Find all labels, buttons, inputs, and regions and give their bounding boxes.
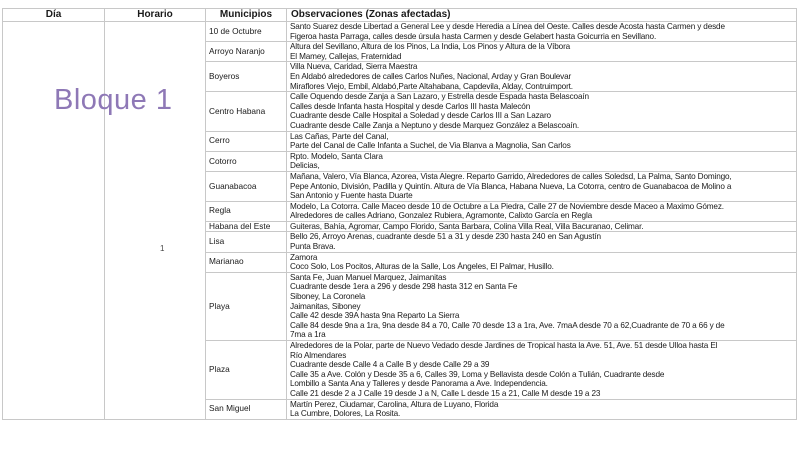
observacion-line: Calle Oquendo desde Zanja a San Lazaro, y Estrella desde Espada hasta Belascoaín xyxy=(290,92,589,102)
observacion-line: Altura del Sevillano, Altura de los Pinos, La India, Los Pinos y Altura de la Víbora xyxy=(290,42,571,52)
observacion-line: Río Almendares xyxy=(290,350,347,360)
municipio-cell: Boyeros xyxy=(206,62,287,92)
block-label: Bloque 1 xyxy=(54,84,173,116)
municipio-cell: Playa xyxy=(206,272,287,340)
observaciones-cell xyxy=(287,399,797,419)
observaciones-cell xyxy=(287,62,797,92)
observacion-line: Calle 35 a Ave. Colón y Desde 35 a 6, Calles 39, Loma y Bellavista desde Colón a Tulián, Cuadrante desde xyxy=(290,369,665,379)
observacion-line: Cuadrante desde Calle 4 a Calle B y desde Calle 29 a 39 xyxy=(290,360,490,370)
observaciones-cell xyxy=(287,201,797,221)
observacion-line: La Cumbre, Dolores, La Rosita. xyxy=(290,409,401,419)
header-municipios: Municipios xyxy=(206,9,287,22)
header-horario: Horario xyxy=(105,9,206,22)
municipio-cell: Centro Habana xyxy=(206,92,287,131)
observacion-line: Punta Brava. xyxy=(290,242,336,252)
municipio-cell: Habana del Este xyxy=(206,221,287,232)
municipio-cell: Lisa xyxy=(206,232,287,252)
observaciones-cell xyxy=(287,171,797,201)
observaciones-cell xyxy=(287,42,797,62)
observaciones-cell xyxy=(287,232,797,252)
stray-mark: 1 xyxy=(160,244,165,253)
observaciones-cell xyxy=(287,272,797,340)
observaciones-cell xyxy=(287,341,797,400)
municipio-cell: Marianao xyxy=(206,252,287,272)
observaciones-cell xyxy=(287,221,797,232)
observacion-line: Guiteras, Bahía, Agromar, Campo Florido, Santa Barbara, Colina Villa Real, Villa Bacuranao, Celimar. xyxy=(290,221,644,231)
observacion-line: Alrededores de calles Adriano, Gonzalez Rubiera, Agramonte, Calixto García en Regla xyxy=(290,211,593,221)
header-observaciones: Observaciones (Zonas afectadas) xyxy=(287,9,797,22)
observacion-line: Santo Suarez desde Libertad a General Lee y desde Heredia a Línea del Oeste. Calles desde Acosta hasta Carmen y desde xyxy=(290,22,725,31)
table-row xyxy=(3,22,797,42)
observacion-line: Calle 42 desde 39A hasta 9na Reparto La Sierra xyxy=(290,311,460,321)
header-row xyxy=(3,9,797,22)
municipio-cell: 10 de Octubre xyxy=(206,22,287,42)
observaciones-cell xyxy=(287,22,797,42)
observacion-line: El Mamey, Callejas, Fraternidad xyxy=(290,51,402,61)
municipio-cell: Cerro xyxy=(206,131,287,151)
observacion-line: Bello 26, Arroyo Arenas, cuadrante desde 51 a 31 y desde 230 hasta 240 en San Agustín xyxy=(290,232,601,242)
observacion-line: Cuadrante desde Calle Hospital a Soledad y desde Carlos III a San Lazaro xyxy=(290,111,551,121)
observacion-line: Coco Solo, Los Pocitos, Alturas de la Salle, Los Ángeles, El Palmar, Husillo. xyxy=(290,262,554,272)
observacion-line: Mañana, Valero, Vía Blanca, Azorea, Vista Alegre. Reparto Garrido, Alrededores de calles Soledsd, La Palma, Santo Domingo, xyxy=(290,171,732,181)
observacion-line: Villa Nueva, Caridad, Sierra Maestra xyxy=(290,62,418,72)
observacion-line: Pepe Antonio, División, Padilla y Quintín. Altura de Vía Blanca, Habana Nueva, La Cotorra, centro de Guanabacoa de Molino a xyxy=(290,181,732,191)
observacion-line: Jaimanitas, Siboney xyxy=(290,301,361,311)
observaciones-cell xyxy=(287,131,797,151)
observacion-line: Calle 84 desde 9na a 1ra, 9na desde 84 a 70, Calle 70 desde 13 a 1ra, Ave. 7maA desde 70 a 62,Cuadrante de 70 a 66 y de xyxy=(290,320,725,330)
observacion-line: Martín Perez, Ciudamar, Carolina, Altura de Luyano, Florida xyxy=(290,399,499,409)
dia-cell xyxy=(3,22,105,420)
observacion-line: Cuadrante desde Calle Zanja a Neptuno y desde Marquez González a Belascoaín. xyxy=(290,120,579,130)
header-dia: Día xyxy=(3,9,105,22)
observacion-line: Siboney, La Coronela xyxy=(290,292,366,302)
municipio-cell: Guanabacoa xyxy=(206,171,287,201)
observaciones-cell xyxy=(287,151,797,171)
observacion-line: San Antonio y Fuente hasta Duarte xyxy=(290,191,413,201)
observacion-line: Calles desde Infanta hasta Hospital y desde Carlos III hasta Malecón xyxy=(290,101,531,111)
observacion-line: Miraflores Viejo, Embil, Aldabó,Parte Altahabana, Capdevila, Alday, Contruimport. xyxy=(290,81,573,91)
observacion-line: En Aldabó alrededores de calles Carlos Nuñes, Nacional, Arday y Gran Boulevar xyxy=(290,71,572,81)
outage-table xyxy=(2,8,797,420)
observacion-line: Figeroa hasta Parraga, calles desde úrsula hasta Carmen y desde Gelabert hasta Goicurria en Sevillano. xyxy=(290,31,657,41)
observacion-line: Alrededores de la Polar, parte de Nuevo Vedado desde Jardines de Tropical hasta la Ave. 51, Ave. 51 desde Ulloa hasta El xyxy=(290,341,718,350)
observacion-line: Parte del Canal de Calle Infanta a Suchel, de Via Blanva a Magnolia, San Carlos xyxy=(290,141,571,151)
observacion-line: 7ma a 1ra xyxy=(290,330,326,340)
schedule-sheet xyxy=(2,8,796,420)
observacion-line: Las Cañas, Parte del Canal, xyxy=(290,131,389,141)
municipio-cell: Plaza xyxy=(206,341,287,400)
observacion-line: Zamora xyxy=(290,252,318,262)
horario-cell xyxy=(105,22,206,420)
observacion-line: Delicias, xyxy=(290,161,320,171)
municipio-cell: Cotorro xyxy=(206,151,287,171)
observacion-line: Modelo, La Cotorra. Calle Maceo desde 10 de Octubre a La Piedra, Calle 27 de Noviembre desde Maceo a Maximo Gómez. xyxy=(290,201,724,211)
observaciones-cell xyxy=(287,252,797,272)
observacion-line: Rpto. Modelo, Santa Clara xyxy=(290,151,383,161)
municipio-cell: Regla xyxy=(206,201,287,221)
observaciones-cell xyxy=(287,92,797,131)
observacion-line: Lombillo a Santa Ana y Talleres y desde Panorama a Ave. Independencia. xyxy=(290,379,548,389)
observacion-line: Santa Fe, Juan Manuel Marquez, Jaimanitas xyxy=(290,272,447,282)
municipio-cell: Arroyo Naranjo xyxy=(206,42,287,62)
table-body xyxy=(3,22,797,420)
municipio-cell: San Miguel xyxy=(206,399,287,419)
observacion-line: Calle 21 desde 2 a J Calle 19 desde J a N, Calle L desde 15 a 21, Calle M desde 19 a 23 xyxy=(290,388,601,398)
observacion-line: Cuadrante desde 1era a 296 y desde 298 hasta 312 en Santa Fe xyxy=(290,282,518,292)
